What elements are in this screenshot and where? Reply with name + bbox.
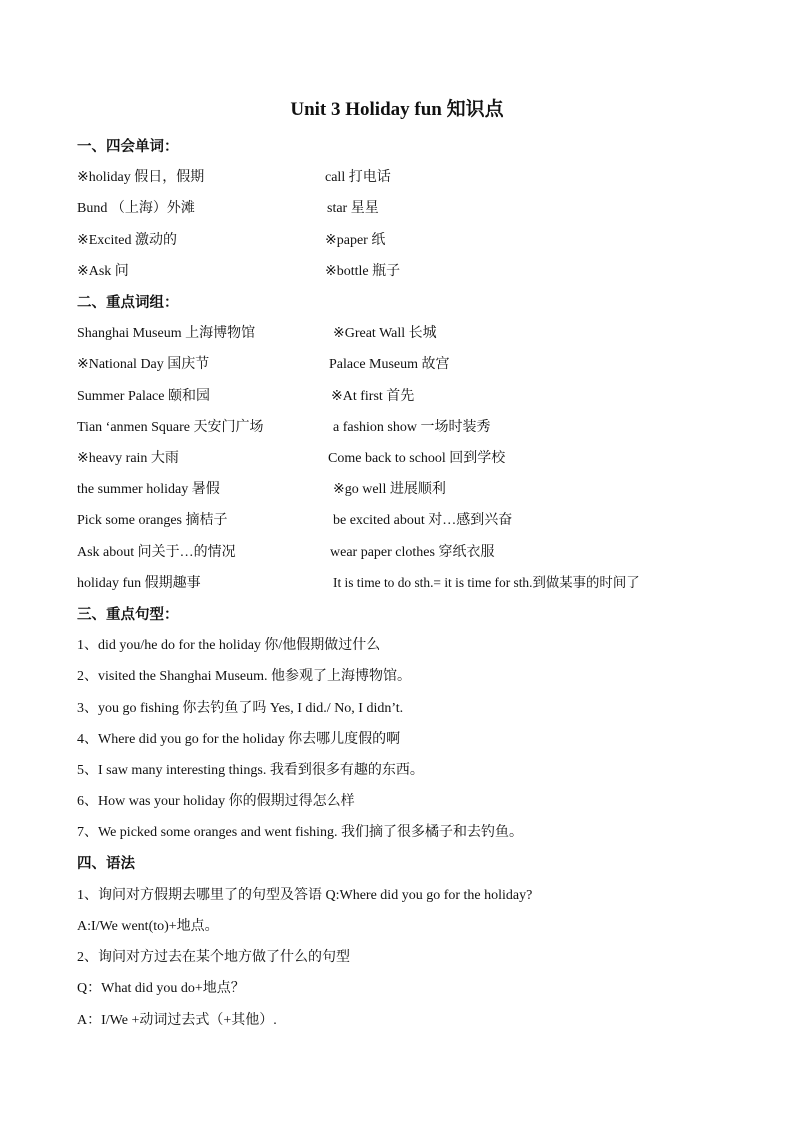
phrase-right: a fashion show 一场时装秀: [333, 420, 491, 435]
vocab-right: star 星星: [327, 201, 379, 216]
grammar-line: 1、询问对方假期去哪里了的句型及答语 Q:Where did you go for the holiday?: [77, 888, 533, 903]
grammar-line: A:I/We went(to)+地点。: [77, 919, 219, 934]
phrase-left: the summer holiday 暑假: [77, 482, 220, 497]
phrase-right: wear paper clothes 穿纸衣服: [330, 545, 495, 560]
section-heading-sentences: 三、重点句型：: [77, 607, 179, 623]
phrase-left: ※heavy rain 大雨: [77, 451, 179, 466]
grammar-line: A：I/We +动词过去式（+其他）.: [77, 1013, 277, 1028]
vocab-right: call 打电话: [325, 170, 391, 185]
sentence-line: 5、I saw many interesting things. 我看到很多有趣的东西。: [77, 763, 424, 778]
sentence-line: 2、visited the Shanghai Museum. 他参观了上海博物馆。: [77, 669, 412, 684]
grammar-line: 2、询问对方过去在某个地方做了什么的句型: [77, 950, 350, 965]
vocab-left: ※Ask 问: [77, 264, 129, 279]
sentence-line: 1、did you/he do for the holiday 你/他假期做过什么: [77, 638, 381, 653]
vocab-left: ※holiday 假日，假期: [77, 170, 205, 185]
phrase-left: ※National Day 国庆节: [77, 357, 210, 372]
vocab-left: Bund （上海）外滩: [77, 201, 195, 216]
vocab-left: ※Excited 激动的: [77, 233, 177, 248]
phrase-right: ※At first 首先: [331, 389, 415, 404]
phrase-right: Come back to school 回到学校: [328, 451, 506, 466]
sentence-line: 7、We picked some oranges and went fishing. 我们摘了很多橘子和去钓鱼。: [77, 825, 524, 840]
phrase-left: Pick some oranges 摘桔子: [77, 513, 228, 528]
phrase-left: Ask about 问关于…的情况: [77, 545, 236, 560]
phrase-left: Shanghai Museum 上海博物馆: [77, 326, 256, 341]
phrase-left: Tian ‘anmen Square 天安门广场: [77, 420, 264, 435]
grammar-line: Q：What did you do+地点？: [77, 981, 245, 996]
section-heading-grammar: 四、语法: [77, 856, 135, 872]
phrase-right: be excited about 对…感到兴奋: [333, 513, 513, 528]
phrase-left: Summer Palace 颐和园: [77, 389, 210, 404]
sentence-line: 4、Where did you go for the holiday 你去哪儿度假的啊: [77, 732, 401, 747]
phrase-right: ※go well 进展顺利: [333, 482, 446, 497]
vocab-right: ※bottle 瓶子: [325, 264, 401, 279]
sentence-line: 3、you go fishing 你去钓鱼了吗 Yes, I did./ No, I didn’t.: [77, 701, 404, 716]
section-heading-words: 一、四会单词：: [77, 139, 179, 155]
phrase-right: ※Great Wall 长城: [333, 326, 437, 341]
section-heading-phrases: 二、重点词组：: [77, 295, 179, 311]
phrase-right: It is time to do sth.= it is time for sth.到做某事的时间了: [333, 575, 640, 590]
vocab-right: ※paper 纸: [325, 233, 386, 248]
page-title: Unit 3 Holiday fun 知识点: [290, 99, 504, 120]
phrase-left: holiday fun 假期趣事: [77, 576, 201, 591]
sentence-line: 6、How was your holiday 你的假期过得怎么样: [77, 794, 355, 809]
phrase-right: Palace Museum 故宫: [329, 357, 450, 372]
